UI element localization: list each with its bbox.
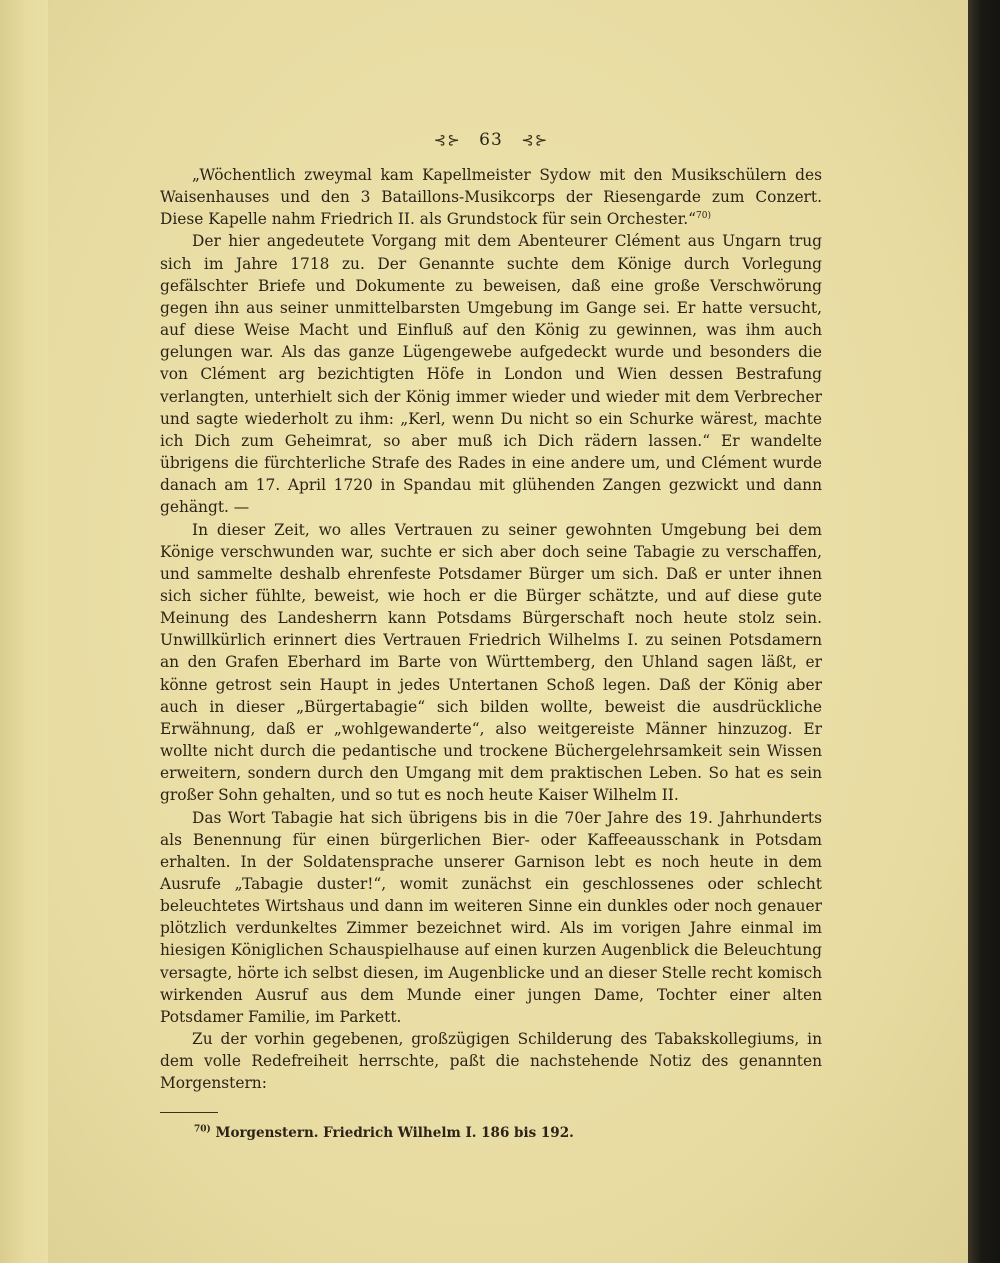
footnote-text: Morgenstern. Friedrich Wilhelm I. 186 bis 192.	[215, 1124, 574, 1141]
footnote-marker: 70)	[194, 1124, 211, 1135]
page-gutter	[0, 0, 48, 1263]
paragraph-5: Zu der vorhin gegebenen, großzügigen Schilderung des Tabakskollegiums, in dem volle Redefreiheit herrschte, paßt die nachstehende Notiz des genannten Morgenstern:	[160, 1030, 822, 1093]
paragraph-1: „Wöchentlich zweymal kam Kapellmeister Sydow mit den Musikschülern des Waisenhauses und den 3 Bataillons-Musikcorps der Riesengarde zum Conzert. Diese Kapelle nahm Friedrich II. als Grundstock für sein Orchester.“$^{70)}$	[160, 166, 822, 229]
book-edge	[968, 0, 1000, 1263]
paragraph-4: Das Wort Tabagie hat sich übrigens bis in die 70er Jahre des 19. Jahrhunderts als Benennung für einen bürgerlichen Bier- oder Kaffeeausschank in Potsdam erhalten. In der Soldatensprache unserer Garnison lebt es noch heute in dem Ausrufe „Tabagie duster!“, womit zunächst ein geschlossenes oder schlecht beleuchtetes Wirtshaus und dann im weiteren Sinne ein dunkles oder noch genauer plötzlich verdunkeltes Zimmer bezeichnet wird. Als im vorigen Jahre einmal im hiesigen Königlichen Schauspielhause auf einen kurzen Augenblick die Beleuchtung versagte, hörte ich selbst diesen, im Augenblicke und an dieser Stelle recht komisch wirkenden Ausruf aus dem Munde einer jungen Dame, Tochter einer alten Potsdamer Familie, im Parkett.	[160, 808, 822, 1026]
paragraph-2: Der hier angedeutete Vorgang mit dem Abenteurer Clément aus Ungarn trug sich im Jahre 1718 zu. Der Genannte suchte dem Könige durch Vorlegung gefälschter Briefe und Dokumente zu beweisen, daß eine große Verschwörung gegen ihn aus seiner unmittelbarsten Umgebung im Gange sei. Er hatte versucht, auf diese Weise Macht und Einfluß auf den König zu gewinnen, was ihm auch gelungen war. Als das ganze Lügengewebe aufgedeckt wurde und besonders die von Clément arg bezichtigten Höfe in London und Wien dessen Bestrafung verlangten, unterhielt sich der König immer wieder und wieder mit dem Verbrecher und sagte wiederholt zu ihm: „Kerl, wenn Du nicht so ein Schurke wärest, machte ich Dich zum Geheimrat, so aber muß ich Dich rädern lassen.“ Er wandelte übrigens die fürchterliche Strafe des Rades in eine andere um, und Clément wurde danach am 17. April 1720 in Spandau mit glühenden Zangen gezwickt und dann gehängt. —	[160, 232, 822, 517]
page-number: 63	[479, 130, 503, 150]
paragraph-3: In dieser Zeit, wo alles Vertrauen zu seiner gewohnten Umgebung bei dem Könige verschwunden war, suchte er sich aber doch seine Tabagie zu verschaffen, und sammelte deshalb ehrenfeste Potsdamer Bürger um sich. Daß er unter ihnen sich sicher fühlte, beweist, wie hoch er die Bürger schätzte, und auf diese gute Meinung des Landesherrn kann Potsdams Bürgerschaft noch heute stolz sein. Unwillkürlich erinnert dies Vertrauen Friedrich Wilhelms I. zu seinen Potsdamern an den Grafen Eberhard im Barte von Württemberg, den Uhland sagen läßt, er könne getrost sein Haupt in jedes Untertanen Schoß legen. Daß der König aber auch in dieser „Bürgertabagie“ sich bilden wollte, beweist die ausdrückliche Erwähnung, daß er „wohlgewanderte“, also weitgereiste Männer hinzuzog. Er wollte nicht durch die pedantische und trockene Büchergelehrsamkeit sein Wissen erweitern, sondern durch den Umgang mit dem praktischen Leben. So hat es sein großer Sohn gehalten, und so tut es noch heute Kaiser Wilhelm II.	[160, 520, 822, 805]
page-content	[160, 130, 822, 1141]
ornament-right-icon: ⊰⊱	[521, 131, 549, 149]
footnote-reference: 70)	[696, 211, 711, 222]
ornament-left-icon: ⊰⊱	[433, 131, 461, 149]
footnote-divider	[160, 1112, 218, 1113]
footnote	[194, 1125, 822, 1141]
page-header	[160, 130, 822, 150]
